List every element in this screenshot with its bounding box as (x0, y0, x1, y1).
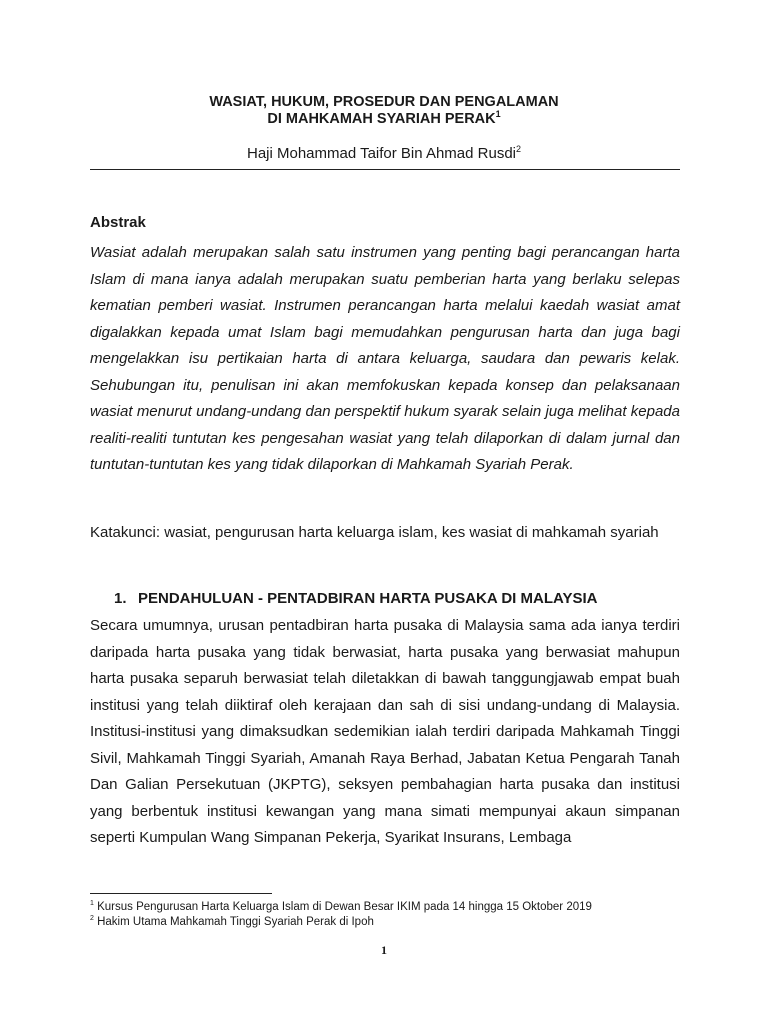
page-number: 1 (381, 943, 387, 957)
abstract-heading: Abstrak (90, 214, 146, 231)
footnote-2-mark: 2 (90, 915, 94, 922)
section-1-title: PENDAHULUAN - PENTADBIRAN HARTA PUSAKA DI MALAYSIA (138, 590, 598, 607)
section-1-number: 1. (114, 590, 127, 607)
document-title-line-1 (0, 93, 768, 111)
footnote-1 (90, 900, 592, 915)
document-title-line-2 (0, 110, 768, 128)
author-line (0, 144, 768, 164)
title-divider (90, 169, 680, 170)
title-line-1-text: WASIAT, HUKUM, PROSEDUR DAN PENGALAMAN (209, 94, 559, 110)
abstract-text: Wasiat adalah merupakan salah satu instrumen yang penting bagi perancangan harta Islam di mana ianya adalah merupakan suatu pemberian harta yang berlaku selepas kematian pemberi wasiat. Instrumen perancangan harta melalui kaedah wasiat amat digalakkan kepada umat Islam bagi memudahkan pengurusan harta dan juga bagi mengelakkan isu pertikaian harta di antara keluarga, saudara dan pewaris kelak. Sehubungan itu, penulisan ini akan memfokuskan kepada konsep dan pelaksanaan wasiat menurut undang-undang dan perspektif hukum syarak selain juga melihat kepada realiti-realiti tuntutan kes pengesahan wasiat yang telah dilaporkan di dalam jurnal dan tuntutan-tuntutan kes yang tidak dilaporkan di Mahkamah Syariah Perak. (90, 244, 680, 473)
footnote-1-mark: 1 (90, 900, 94, 907)
footnote-2-text: Hakim Utama Mahkamah Tinggi Syariah Perak di Ipoh (97, 916, 374, 928)
footnote-2 (90, 915, 374, 930)
author-footnote-mark: 2 (516, 144, 522, 154)
title-line-2-text: DI MAHKAMAH SYARIAH PERAK (267, 111, 496, 127)
section-1-heading (114, 590, 597, 607)
section-1-paragraph: Secara umumnya, urusan pentadbiran harta pusaka di Malaysia sama ada ianya terdiri daripada harta pusaka yang tidak berwasiat, harta pusaka yang berwasiat mahupun harta pusaka separuh berwasiat telah diletakkan di bawah tanggungjawab empat buah institusi yang telah diiktiraf oleh kerajaan dan sah di sisi undang-undang di Malaysia. Institusi-institusi yang dimaksudkan sedemikian ialah terdiri daripada Mahkamah Tinggi Sivil, Mahkamah Tinggi Syariah, Amanah Raya Berhad, Jabatan Ketua Pengarah Tanah Dan Galian Persekutuan (JKPTG), seksyen pembahagian harta pusaka dan institusi yang berbentuk institusi kewangan yang mana simati mempunyai akaun simpanan seperti Kumpulan Wang Simpanan Pekerja, Syarikat Insurans, Lembaga (90, 617, 680, 846)
keywords-line: Katakunci: wasiat, pengurusan harta keluarga islam, kes wasiat di mahkamah syariah (90, 524, 659, 541)
author-name: Haji Mohammad Taifor Bin Ahmad Rusdi (246, 145, 516, 162)
footnote-1-text: Kursus Pengurusan Harta Keluarga Islam di Dewan Besar IKIM pada 14 hingga 15 Oktober 2019 (97, 901, 592, 913)
footnote-divider (90, 893, 272, 894)
title-footnote-mark: 1 (495, 109, 501, 119)
